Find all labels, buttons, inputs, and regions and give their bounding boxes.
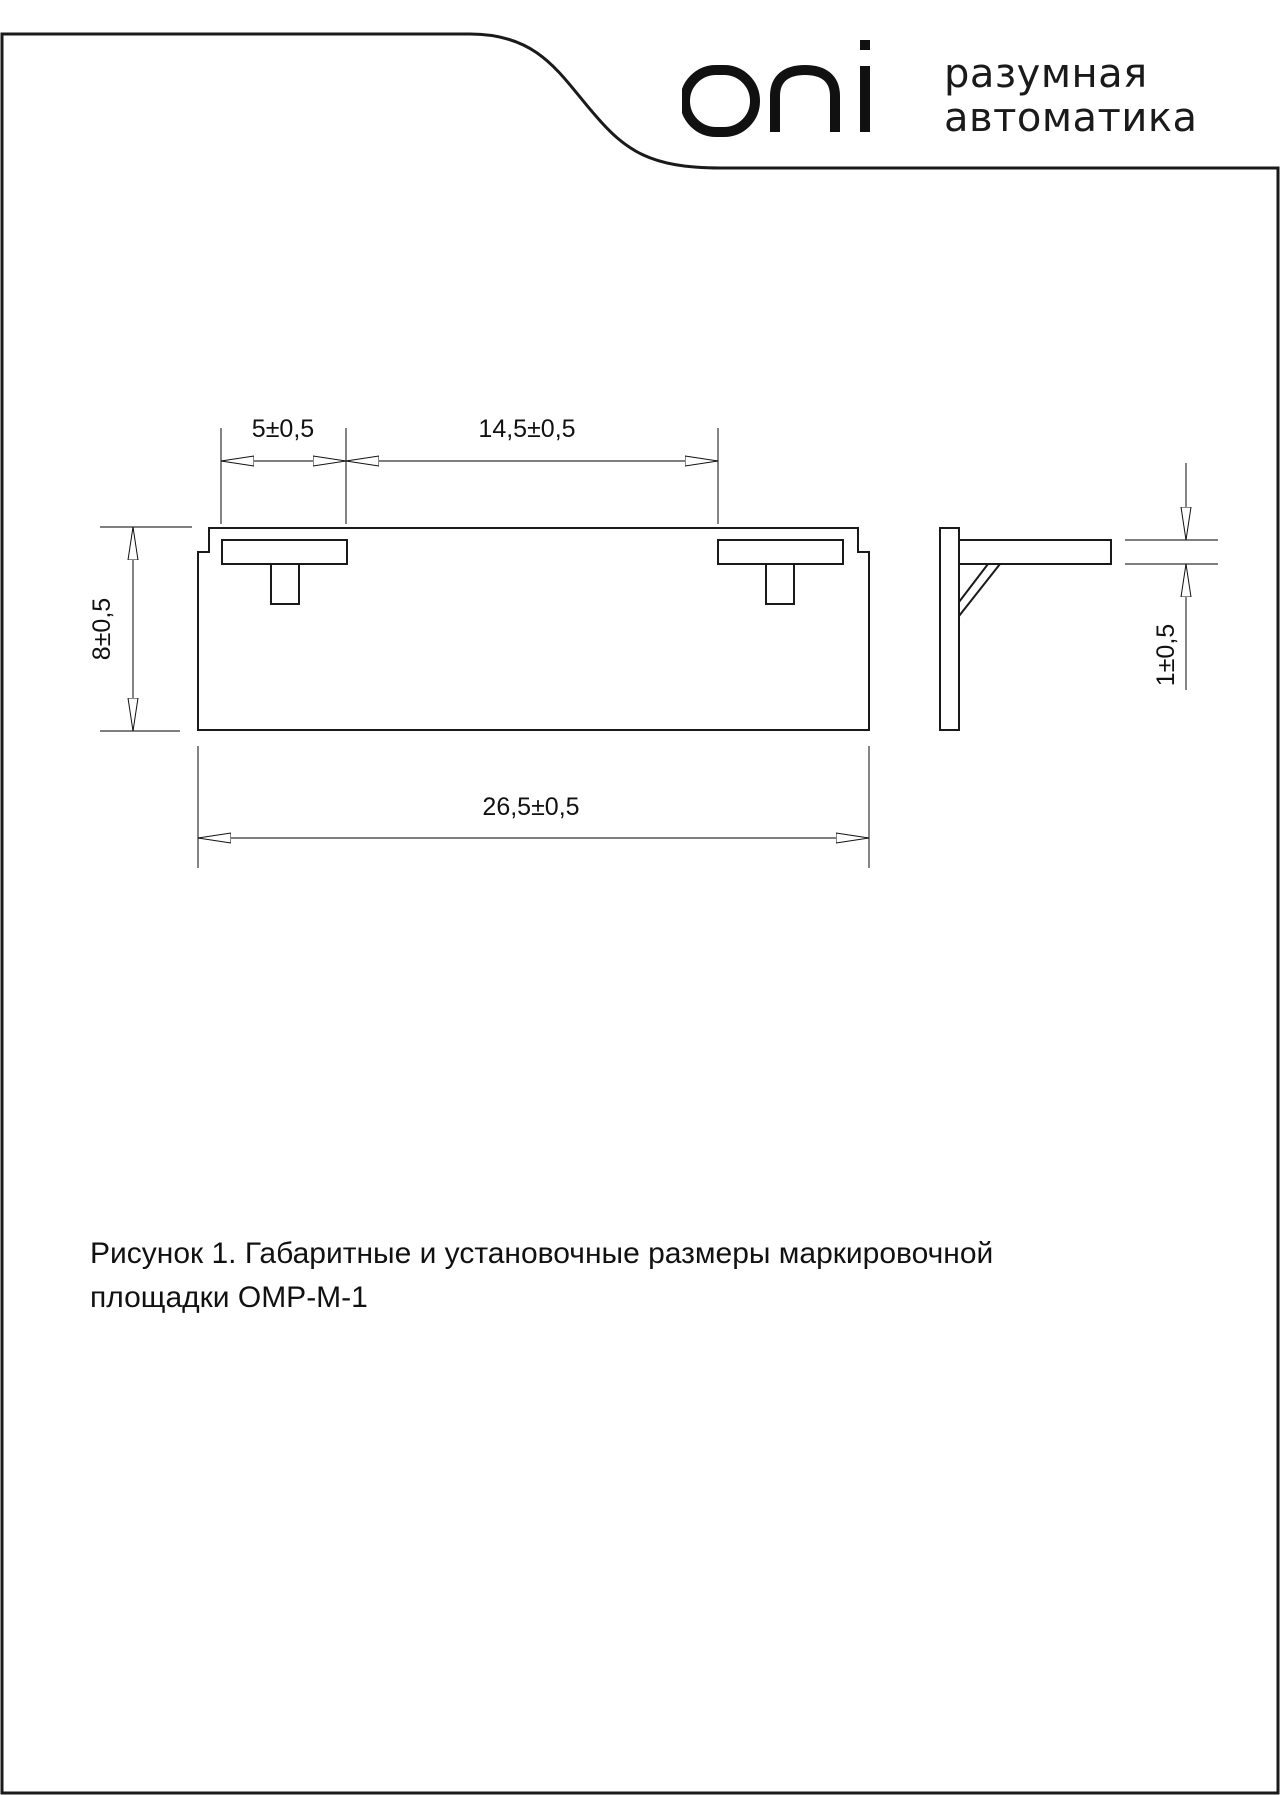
tagline-line-2: автоматика [944,95,1198,141]
dim-label-top-center: 14,5±0,5 [478,415,576,443]
figure-caption [90,1232,1210,1320]
side-support-outer [959,564,1000,616]
dim-label-height: 8±0,5 [88,597,116,661]
dim-label-thickness: 1±0,5 [1152,623,1180,687]
dim-label-top-left: 5±0,5 [251,415,315,443]
left-mounting-tab [222,540,347,564]
caption-line-1: Рисунок 1. Габаритные и установочные размеры маркировочной [90,1237,994,1270]
side-plate [940,528,959,730]
caption-line-2: площадки OMP-M-1 [90,1281,368,1314]
right-mounting-tab [718,540,843,564]
left-mounting-pin [271,564,299,604]
tagline-line-1: разумная [944,51,1148,97]
right-mounting-pin [766,564,794,604]
side-view [940,528,1111,730]
dim-label-total-width: 26,5±0,5 [482,793,580,821]
side-tab [959,540,1111,564]
